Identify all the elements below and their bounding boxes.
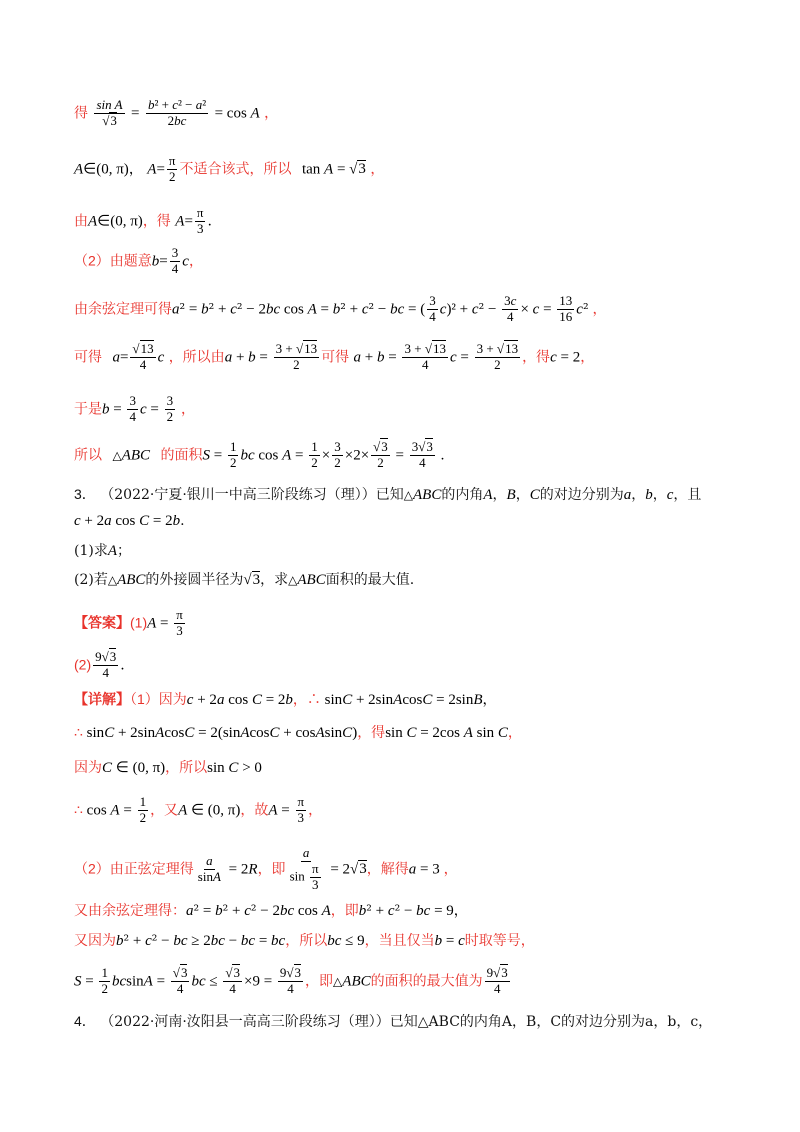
- detail-line-3: 因为C ∈ (0, π)，所以sin C > 0: [74, 759, 262, 776]
- detail-line-7: 又因为b² + c² − bc ≥ 2bc − bc = bc，所以bc ≤ 9，当且仅当b = c时取等号，: [74, 932, 535, 949]
- formula: $\frac{\pi}{3}$: [176, 607, 183, 638]
- solution-line-8: 所以 △ABC 的面积S = $\frac{1}{2}$ bc cos A = $\frac{1}{2}$ × $\frac{3}{2}$ ×2× $\frac{√3}{2}$ = $\frac{3√3}{4}$ .: [74, 439, 445, 470]
- formula: $\frac{3c}{4}$: [504, 293, 517, 324]
- text: 的面积: [160, 446, 203, 463]
- text: 又因为: [74, 932, 116, 948]
- formula: $\frac{√3}{4}$: [225, 965, 240, 996]
- formula: $\frac{\text{sin A}}{√3}$: [96, 97, 123, 128]
- problem-3-stem: 3． （2022·宁夏·银川一中高三阶段练习（理））已知△ABC的内角A，B，C的对边分别为a，b，c，且: [74, 486, 702, 503]
- formula: $\frac{3}{2}$: [166, 393, 174, 424]
- detail-line-2: ∴ sinC + 2sinAcosC = 2(sinAcosC + cosAsinC)，得sin C = 2cos A sin C，: [74, 724, 522, 741]
- formula: $\frac{√3}{4}$: [172, 965, 188, 996]
- text: 的内角: [441, 487, 484, 503]
- text: ，: [292, 691, 307, 707]
- formula: $\frac{9√3}{4}$: [95, 649, 117, 680]
- formula: $\frac{9√3}{4}$: [486, 965, 508, 996]
- text: (2): [74, 656, 92, 673]
- answer-label: 【答案】: [74, 614, 130, 631]
- text: 的面积的最大值为: [370, 972, 483, 989]
- detail-line-8: S = $\frac{1}{2}$ bcsinA = $\frac{√3}{4}$ bc ≤ $\frac{√3}{4}$ ×9 = $\frac{9√3}{4}$ ，即△ABC的面积的最大值为 $\frac{9√3}{4}$: [74, 965, 508, 996]
- problem-3-condition: c + 2a cos C = 2b.: [74, 513, 185, 529]
- formula: $\frac{13}{16}$: [559, 293, 573, 324]
- formula: $\frac{3 + √13}{4}$: [404, 341, 446, 372]
- text: ，所以由: [168, 348, 225, 365]
- problem-4-stem: [74, 1014, 740, 1029]
- answer-line-2: (2) $\frac{9√3}{4}$ .: [74, 649, 125, 680]
- detail-label: 【详解】: [74, 691, 130, 707]
- formula: $\frac{a}{\sin A}$: [197, 852, 221, 884]
- text: (1): [130, 614, 148, 631]
- formula: $\frac{1}{2}$: [229, 439, 237, 470]
- formula: $\frac{1}{2}$: [139, 794, 147, 825]
- text: ，即: [330, 902, 359, 918]
- text: 可得: [321, 348, 350, 365]
- formula: $\frac{3 + √13}{2}$: [476, 341, 519, 372]
- text: 可得: [74, 348, 102, 365]
- problem-number: 4．: [74, 1013, 96, 1029]
- detail-line-6: 又由余弦定理得：a² = b² + c² − 2bc cos A，即b² + c² − bc = 9，: [74, 902, 468, 919]
- text: 时取等号，: [464, 932, 535, 948]
- text: ，求: [260, 572, 289, 588]
- formula: $\frac{9√3}{4}$: [279, 965, 302, 996]
- text: ，且: [673, 487, 702, 503]
- problem-3-q1: (1)求A；: [74, 543, 132, 559]
- text: （2）由正弦定理得: [74, 860, 194, 877]
- text: ，所以: [165, 759, 208, 775]
- text: 于是: [74, 400, 102, 417]
- solution-line-4: （2）由题意b= $\frac{3}{4}$ c，: [74, 245, 203, 276]
- text: ，故: [240, 801, 269, 818]
- text: ，又: [150, 801, 179, 818]
- solution-line-2: A∈(0, π)， A= $\frac{\pi}{2}$ 不适合该式，所以 tan A = √3 ，: [74, 153, 385, 184]
- solution-line-7: 于是b = $\frac{3}{4}$ c = $\frac{3}{2}$ ，: [74, 393, 195, 424]
- solution-line-5: 由余弦定理可得a² = b² + c² − 2bc cos A = b² + c² − bc = ( $\frac{3}{4}$ c)² + c² − $\frac{3c}{4}$ × c = $\frac{13}{16}$ c² ，: [74, 293, 607, 324]
- answer-line-1: 【答案】(1)A = $\frac{\pi}{3}$: [74, 607, 183, 638]
- formula: $\frac{√3}{2}$: [373, 439, 388, 470]
- text: 面积的最大值.: [325, 572, 415, 588]
- formula: $\frac{3}{4}$: [429, 293, 436, 324]
- text: ，解得: [366, 860, 409, 877]
- problem-source: （2022·宁夏·银川一中高三阶段练习（理））已知: [100, 487, 404, 503]
- solution-line-3: 由A∈(0, π)，得 A= $\frac{\pi}{3}$ .: [74, 205, 212, 236]
- formula: $\frac{3}{2}$: [334, 439, 341, 470]
- formula: $\frac{\text{b² + c² − a²}}{2bc}$: [147, 97, 207, 128]
- text: 又由余弦定理得：: [74, 902, 186, 918]
- text: ，得: [522, 348, 551, 365]
- solution-line-1: 得 $\frac{\text{sin A}}{√3}$ = $\frac{\text{b² + c² − a²}}{2bc}$ = cos A ，: [74, 97, 279, 128]
- text: ，当且仅当: [364, 932, 435, 948]
- text: 由余弦定理可得: [74, 300, 172, 317]
- text: 的外接圆半径为: [145, 572, 244, 588]
- text: 因为: [74, 759, 102, 775]
- text: 所以: [74, 446, 102, 463]
- detail-line-4: ∴ cos A = $\frac{1}{2}$ ，又A ∈ (0, π)，故A = $\frac{\pi}{3}$ ，: [74, 794, 323, 825]
- text: ，: [264, 104, 279, 121]
- solution-line-6: 可得 a= $\frac{√13}{4}$ c ，所以由a + b = $\frac{3 + √13}{2}$ 可得 a + b = $\frac{3 + √13}{4}$ c = $\frac{3 + √13}{2}$ ，得c = 2，: [74, 341, 595, 372]
- text: （1）因为: [130, 691, 187, 707]
- problem-text: （2022·河南·汝阳县一高高三阶段练习（理））已知△ABC的内角A，B，C的对边分别为a，b，c，: [100, 1014, 713, 1030]
- problem-3-q2: (2)若△ABC的外接圆半径为√3，求△ABC面积的最大值.: [74, 572, 415, 588]
- problem-number: 3．: [74, 486, 96, 502]
- text: ，即: [305, 972, 334, 989]
- text: ，得: [357, 724, 386, 740]
- formula: $\frac{√13}{4}$: [132, 341, 154, 372]
- detail-line-1: 【详解】（1）因为c + 2a cos C = 2b，∴ sinC + 2sinAcosC = 2sinB，: [74, 691, 497, 708]
- formula: $\frac{3√3}{4}$: [411, 439, 433, 470]
- formula: $\frac{3}{4}$: [129, 393, 136, 424]
- formula: $\frac{1}{2}$: [311, 439, 318, 470]
- text: （2）由题意: [74, 252, 152, 269]
- text: 由: [74, 212, 88, 229]
- detail-line-5: （2）由正弦定理得 $\frac{a}{\sin A}$ = 2R，即 a sin $\frac{\pi}{3}$ = 2√3，解得a = 3 ，: [74, 845, 458, 892]
- formula: $\frac{\pi}{3}$: [196, 205, 204, 236]
- text: ，得: [142, 212, 171, 229]
- formula: $\frac{\pi}{2}$: [168, 153, 176, 184]
- text: 不适合该式，所以: [179, 160, 292, 177]
- formula: a sin $\frac{\pi}{3}$: [289, 845, 319, 892]
- text: ，所以: [285, 932, 328, 948]
- text: (2)若: [74, 572, 108, 588]
- text: ，即: [257, 860, 286, 877]
- formula: $\frac{1}{2}$: [101, 965, 108, 996]
- text: 得: [74, 104, 88, 121]
- formula: $\frac{3}{4}$: [171, 245, 179, 276]
- text: 的对边分别为: [539, 487, 624, 503]
- formula: $\frac{\pi}{3}$: [297, 794, 305, 825]
- text: (1)求: [74, 543, 108, 559]
- formula: $\frac{3 + √13}{2}$: [275, 341, 318, 372]
